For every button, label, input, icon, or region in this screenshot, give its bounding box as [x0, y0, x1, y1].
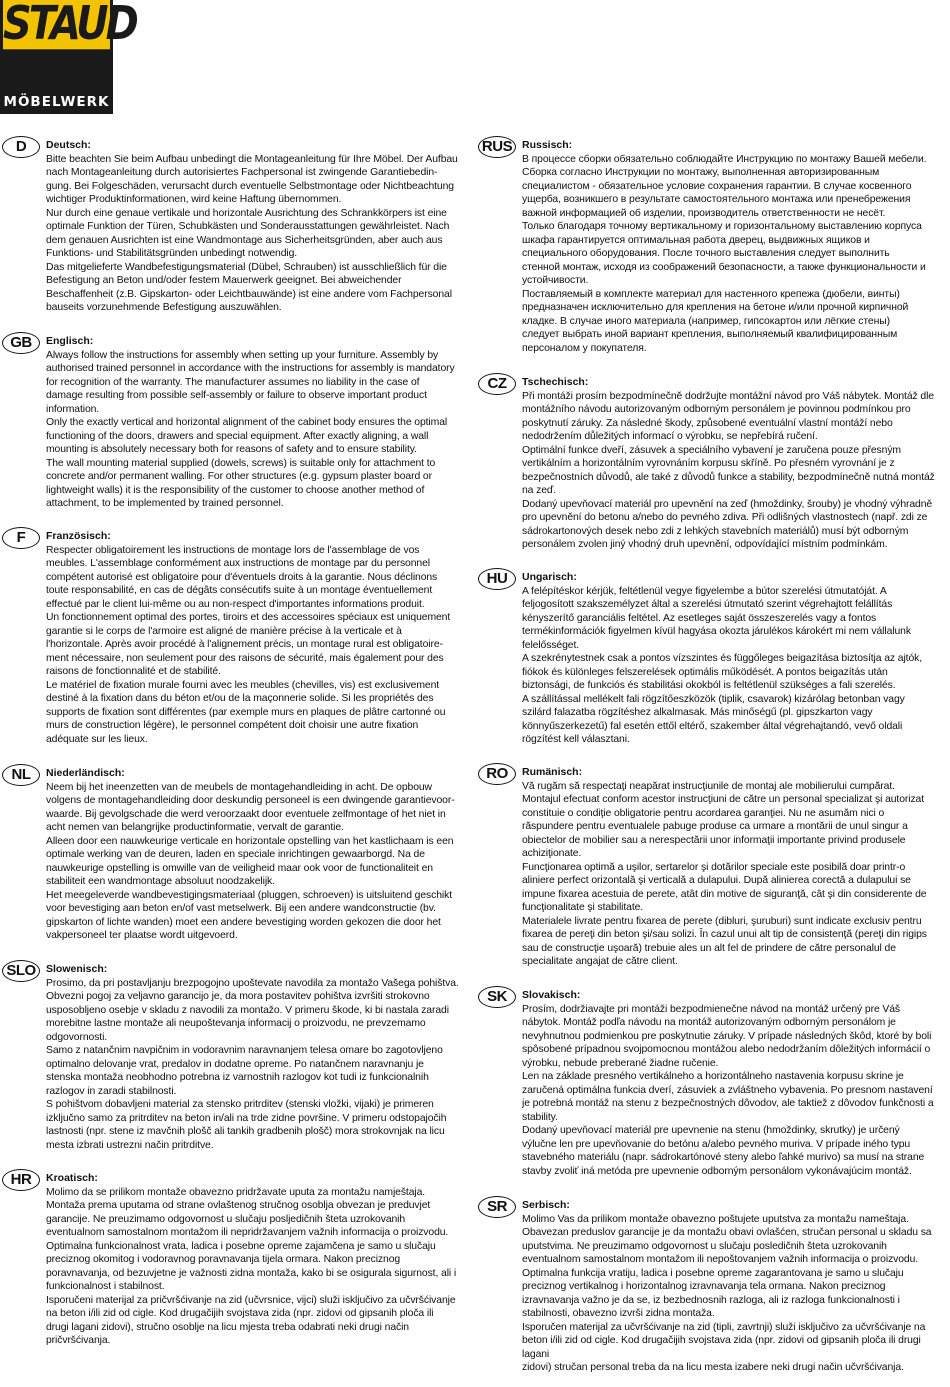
- paragraph: Vă rugăm să respectaţi neapărat instrucţiunile de montaj ale mobilierului cumpărat. Montajul efectuat conform acestor instrucţiuni de către un personal specializat şi autorizat constituie o condiţie obligatorie pentru acordarea garanţiei. Nu ne asumăm nici o răspundere pentru eventualele pabuge produse ca urmare a montării de unul singur a obiectelor de mobilier sau a nerespectării unor informaţii importante privind produsele achiziţionate.: [522, 780, 925, 859]
- section-title: Französisch:: [46, 530, 111, 542]
- staud-logo: [0, 0, 136, 114]
- paragraph: Neem bij het ineenzetten van de meubels de montagehandleiding in acht. De opbouw volgens de montagehandleiding door deskundig personeel is een dwingende garantievoor- waarde. Bij gevolgschade die werd veroorzaakt door eventuele zelfmontage of het niet in acht nemen van belangrijke productinformatie, vervalt de garantie.: [46, 781, 455, 833]
- paragraph: Un fonctionnement optimal des portes, tiroirs et des accessoires spéciaux est uniquement garantie si le corps de l'armoire est aligné de manière précise à la verticale et à l'horizontale. Après avoir procédé à l'alignement précis, un montage rural est obligatoire- ment nécessaire, non seulement pour des raisons de sécurité, mais également pour des raisons de fonctionnalité et de stabilité.: [46, 612, 451, 677]
- paragraph: Isporučeni materijal za pričvršćivanje na zid (učvrsnice, vijci) služi isključivo za učvršćivanje na beton i/ili zid od cigle. Kod drugačijih svojstava zida (npr. zidovi od gipsanih ploča ili drugi lagani zidovi), stručno osoblje na licu mjesta treba odabrati neki drugi način pričvršćivanja.: [46, 1294, 456, 1346]
- language-badge: D: [2, 136, 40, 158]
- paragraph: Molimo da se prilikom montaže obavezno pridržavate uputa za montažu namještaja. Montaža prema uputama od strane ovlaštenog stručnog osoblja obvezan je preduvjet garancije. Ne preuzimamo odgovornost u slučaju posljedičnih šteta uzrokovanih eventualnom samostalnom montažom ili nepridržavanjem važnih informacija o proizvodu.: [46, 1186, 449, 1238]
- language-badge: RUS: [478, 136, 516, 158]
- logo-wordmark: STAUD: [3, 0, 136, 51]
- paragraph: В процессе сборки обязательно соблюдайте Инструкцию по монтажу Вашей мебели. Сборка согласно Инструкции по монтажу, выполненная авторизированным специалистом - обязательное условие сохранения гарантии. В случае косвенного ущерба, возникшего в результате самостоятельного монтажа или пренебрежения важной информацией об изделии, производитель ответственности не несёт.: [522, 153, 927, 219]
- paragraph: Le matériel de fixation murale fourni avec les meubles (chevilles, vis) est exclusivement destiné à la fixation dans du béton et/ou de la maçonnerie solide. Si les propriétés des supports de fixation sont différentes (par exemple murs en plaques de plâtre cartonné ou murs de construction légère), le personnel compétent doit choisir une autre fixation adéquate sur les lieux.: [46, 679, 446, 745]
- paragraph: Optimální funkce dveří, zásuvek a speciálního vybavení je zaručena pouze přesným vertikálním a horizontálním vyrovnáním korpusu skříně. Po přesném vyrovnání je z bezpečnostních důvodů, ale také z důvodů funkce a stability, bezpodmínečně nutná montáž na zeď.: [522, 444, 935, 496]
- section-title: Deutsch:: [46, 139, 91, 151]
- paragraph: The wall mounting material supplied (dowels, screws) is suitable only for attachment to concrete and/or permanent walling. For other structures (e.g. gypsum plaster board or lightweight walls) it is the responsibility of the customer to choose another method of attachment, to be implemented by trained personnel.: [46, 457, 436, 509]
- language-badge: RO: [478, 763, 516, 785]
- section-title: Slowenisch:: [46, 963, 108, 975]
- paragraph: Respecter obligatoirement les instructions de montage lors de l'assemblage de vos meubles. L'assemblage conformément aux instructions de montage par du personnel compétent autorisé est obligatoire pour d'éventuels droits à la garantie. Nous déclinons toute responsabilité, en cas de dégâts consécutifs suite à un montage éventuellement effectué par le client lui-même ou au non-respect d'importantes informations produit.: [46, 544, 438, 610]
- paragraph: Prosimo, da pri postavljanju brezpogojno upoštevate navodila za montažo Vašega pohištva. Obvezni pogoj za veljavno garancijo je, da mora postavitev pohištva izvršiti strokovno usposobljeno osebje v skladu z navodili za montažo. V primeru škode, ki bi nastala zaradi morebitne lastne montaže ali neupoštevanja informacij o proizvodu, ne prevzemamo odgovornosti.: [46, 977, 459, 1043]
- paragraph: Molimo Vas da prilikom montaže obavezno poštujete uputstva za montažu nameštaja. Obavezan preduslov garancije je da montažu obavi ovlašćen, stručan personal u skladu sa uputstvima. Ne preuzimamo odgovornost u slučaju posledičnih šteta uzrokovanih eventualnom samostalnom montažom ili nepoštovanjem važnih informacija o proizvodu.: [522, 1213, 932, 1265]
- paragraph: Materialele livrate pentru fixarea de perete (dibluri, şuruburi) sunt indicate exclusiv pentru fixarea de pereţi din beton şi/sau solizi. În cazul unui alt tip de consistenţă (pereţi din rigips sau de construcţie uşoară) trebuie ales un alt fel de prindere de către personalul de specialitate angajat de către client.: [522, 915, 927, 967]
- paragraph: Het meegeleverde wandbevestigingsmateriaal (pluggen, schroeven) is uitsluitend geschikt voor bevestiging aan beton en/of vast metselwerk. Bij een andere wandconstructie (bv. gipskarton of lichte wanden) moet een andere bevestiging worden gekozen die door het vakpersoneel ter plaatse wordt uitgevoerd.: [46, 889, 453, 941]
- section-title: Niederländisch:: [46, 767, 125, 779]
- paragraph: Bitte beachten Sie beim Aufbau unbedingt die Montageanleitung für Ihre Möbel. Der Aufbau nach Montageanleitung durch autorisiertes Fachpersonal ist zwingende Garantiebedin- gung. Bei Folgeschäden, verursacht durch eventuelle Selbstmontage oder Nichtbeachtung wichtiger Produktinformationen, wird keine Haftung übernommen.: [46, 153, 458, 205]
- paragraph: Len na základe presného vertikálneho a horizontálneho nastavenia korpusu skrine je zaručená optimálna funkcia dverí, zásuviek a zvláštneho vybavenia. Po presnom nastavení je potrebná montáž na stenu z bezpečnostných dôvodov, ale taktiež z dôvodov funkčnosti a stability.: [522, 1071, 934, 1123]
- section-title: Englisch:: [46, 335, 94, 347]
- language-badge: NL: [2, 764, 40, 786]
- paragraph: S pohištvom dobavljeni material za stensko pritrditev (stenski vložki, vijaki) je primeren izključno samo za pritrditev na beton in/ali na trde zidne površine. V primeru odstopajočih lastnosti (npr. stene iz mavčnih plošč ali tankih gradbenih plošč) mora strokovnjak na licu mesta izbrati ustrezni način pritrditve.: [46, 1099, 447, 1151]
- paragraph: Při montáži prosím bezpodmínečně dodržujte montážní návod pro Váš nábytek. Montáž dle montážního návodu autorizovaným odborným personálem je povinnou podmínkou pro poskytnutí záruky. Za následné škody, způsobené eventuální vlastní montáží nebo nedodržením důležitých informací o výrobku, se nepřebírá ručení.: [522, 390, 934, 442]
- paragraph: Funcţionarea optimă a uşilor, sertarelor şi dotărilor speciale este posibilă doar printr-o aliniere perfect orizontală şi verticală a dulapului. După alinierea corectă a dulapului se impune fixarea acestuia de perete, atât din motive de siguranţă, cât şi din considerente de funcţionalitate şi stabilitate.: [522, 861, 927, 913]
- section-title: Ungarisch:: [522, 571, 577, 583]
- language-badge: SR: [478, 1196, 516, 1218]
- paragraph: Nur durch eine genaue vertikale und horizontale Ausrichtung des Schrankkörpers ist eine optimale Funktion der Türen, Schubkästen und Sonderausstattungen gewährleistet. Nach dem genauen Ausrichten ist eine Wandmontage aus Sicherheitsgründen, aber auch aus Funktions- und Stabilitätsgründen unbedingt notwendig.: [46, 207, 450, 259]
- section-title: Tschechisch:: [522, 376, 589, 388]
- paragraph: Поставляемый в комплекте материал для настенного крепежа (дюбели, винты) предназначен исключительно для крепления на бетоне и/или прочной кирпичной кладке. В случае иного материала (например, гипсокартон или лёгкие стены) следует выбрать иной вариант крепления, выполняемый квалифицированным персоналом у покупателя.: [522, 288, 909, 354]
- section-title: Serbisch:: [522, 1199, 570, 1211]
- paragraph: Optimalna funkcija vratiju, ladica i posebne opreme zagarantovana je samo u slučaju preciznog vertikalnog i horizontalnog izravnavanja tela ormana. Nakon preciznog izravnavanja važno je da se, iz bezbednosnih razloga, ali iz razloga funkcionalnosti i stabilnosti, obavezno izvrši zidna montaža.: [522, 1267, 904, 1319]
- paragraph: Always follow the instructions for assembly when setting up your furniture. Assembly by authorised trained personnel in accordance with the instructions for assembly is mandatory for recognition of the warranty. The manufacturer assumes no liability in the case of damage resulting from possible self-assembly or failure to observe important product information.: [46, 349, 455, 415]
- paragraph: Alleen door een nauwkeurige verticale en horizontale opstelling van het kastlichaam is een optimale werking van de deuren, laden en speciale inrichtingen gewaarborgd. Na de nauwkeurige opstelling is omwille van de veiligheid maar ook voor de functionaliteit en stabiliteit een wandmontage absoluut noodzakelijk.: [46, 835, 454, 887]
- paragraph: A szállítással mellékelt fali rögzítőeszközök (tiplik, csavarok) kizárólag betonban vagy szilárd falazatba rögzítéshez alkalmasak. Más minőségű (pl. gipszkarton vagy könnyűszerkezetű) fal esetén ettől eltérő, szakember által végrehajtandó, vevő oldali rögzítést kell választani.: [522, 693, 905, 745]
- section-title: Kroatisch:: [46, 1172, 98, 1184]
- paragraph: Isporučen materijal za učvršćivanje na zid (tipli, zavrtnji) služi isključivo za učvršćivanje na beton i/ili zid od cigle. Kod drugačijih svojstava zida (npr. zidovi od gipsanih ploča ili drugi lagani zidovi) stručan personal treba da na licu mesta izabere neki drugi način učvršćivanja.: [522, 1321, 926, 1373]
- section-title: Russisch:: [522, 139, 573, 151]
- paragraph: Optimalna funkcionalnost vrata, ladica i posebne opreme zajamčena je samo u slučaju preciznog okomitog i vodoravnog poravnavanja tijela ormara. Nakon preciznog poravnavanja, od bezuvjetne je važnosti zidna montaža, kako bi se osigurala sigurnost, ali i funkcionalnost i stabilnost.: [46, 1240, 457, 1292]
- paragraph: Prosím, dodržiavajte pri montáži bezpodmienečne návod na montáž určený pre Váš nábytok. Montáž podľa návodu na montáž autorizovaným odborným personálom je nevyhnutnou podmienkou pre poskytnutie záruky. V prípade následných škôd, ktoré by boli spôsobené prípadnou svojpomocnou montážou alebo nedodržaním dôležitých informácií o výrobku, nebude preberané žiadne ručenie.: [522, 1003, 932, 1069]
- paragraph: A felépítéskor kérjük, feltétlenül vegye figyelembe a bútor szerelési útmutatóját. A feljogosított szakszemélyzet által a szerelési útmutató szerint végrehajtott felállítás kényszerítő garanciális feltétel. Az esetleges saját összeszerelés vagy a fontos termékinformációk figyelmen kívül hagyása okozta járulékos károkért mi nem vállalunk felelősséget.: [522, 585, 911, 651]
- paragraph: Das mitgelieferte Wandbefestigungsmaterial (Dübel, Schrauben) ist ausschließlich für die Befestigung an Beton und/oder festem Mauerwerk geeignet. Bei abweichender Beschaffenheit (z.B. Gipskarton- oder Leichtbauwände) ist eine andere vom Fachpersonal bauseits vorzunehmende Befestigung auszuwählen.: [46, 261, 452, 313]
- paragraph: Dodaný upevňovací materiál pre upevnenie na stenu (hmoždinky, skrutky) je určený výlučne len pre upevňovanie do betónu a/alebo pevného muriva. V prípade iného typu stavebného materiálu (napr. sádrokartónové steny alebo ľahké murivo) sa musí na strane stavby zvoliť iná metóda pre upevnenie odborným personálom vykonávajúcim montáž.: [522, 1125, 925, 1177]
- paragraph: Only the exactly vertical and horizontal alignment of the cabinet body ensures the optimal functioning of the doors, drawers and special equipment. After exactly aligning, a wall mounting is absolutely necessary both for reasons of safety and to ensure stability.: [46, 417, 448, 455]
- language-badge: SLO: [2, 960, 40, 982]
- section-title: Slovakisch:: [522, 989, 581, 1001]
- language-badge: GB: [2, 332, 40, 354]
- language-badge: F: [2, 527, 40, 549]
- language-badge: SK: [478, 986, 516, 1008]
- language-badge: HU: [478, 568, 516, 590]
- paragraph: Samo z natančnim navpičnim in vodoravnim naravnanjem telesa omare bo zagotovljeno optimalno delovanje vrat, predalov in dodatne opreme. Po natančnem naravnanju je stenska montaža neobhodno potrebna iz varnostnih razlogov kot tudi iz funkcionalnih razlogov in zaradi stabilnosti.: [46, 1045, 443, 1097]
- section-title: Rumänisch:: [522, 766, 583, 778]
- language-badge: CZ: [478, 373, 516, 395]
- logo-subtitle: MÖBELWERK: [3, 94, 110, 110]
- paragraph: Только благодаря точному вертикальному и горизонтальному выставлению корпуса шкафа гарантируется оптимальная работа дверец, выдвижных ящиков и специального оборудования. После точного выставления следует выполнить стенной монтаж, исходя из соображений безопасности, а также функциональности и устойчивости.: [522, 221, 926, 286]
- paragraph: A szekrénytestnek csak a pontos vízszintes és függőleges beigazítása biztosítja az ajtók, fiókok és különleges felszerelések optimális működését. A pontos beigazítás után biztonsági, de funkciós és stabilitási okokból is feltétlenül szükséges a fali szerelés.: [522, 653, 923, 691]
- language-badge: HR: [2, 1169, 40, 1191]
- paragraph: Dodaný upevňovací materiál pro upevnění na zeď (hmoždinky, šrouby) je vhodný výhradně pro upevnění do betonu a/nebo do pevného zdiva. Při odlišných vlastnostech (např. zdi ze sádrokartonových desek nebo zdi z lehkých stavebních materiálů) musí být odborným personálem zvolen jiný vhodný druh upevnění, odpovídající místním podmínkám.: [522, 498, 933, 550]
